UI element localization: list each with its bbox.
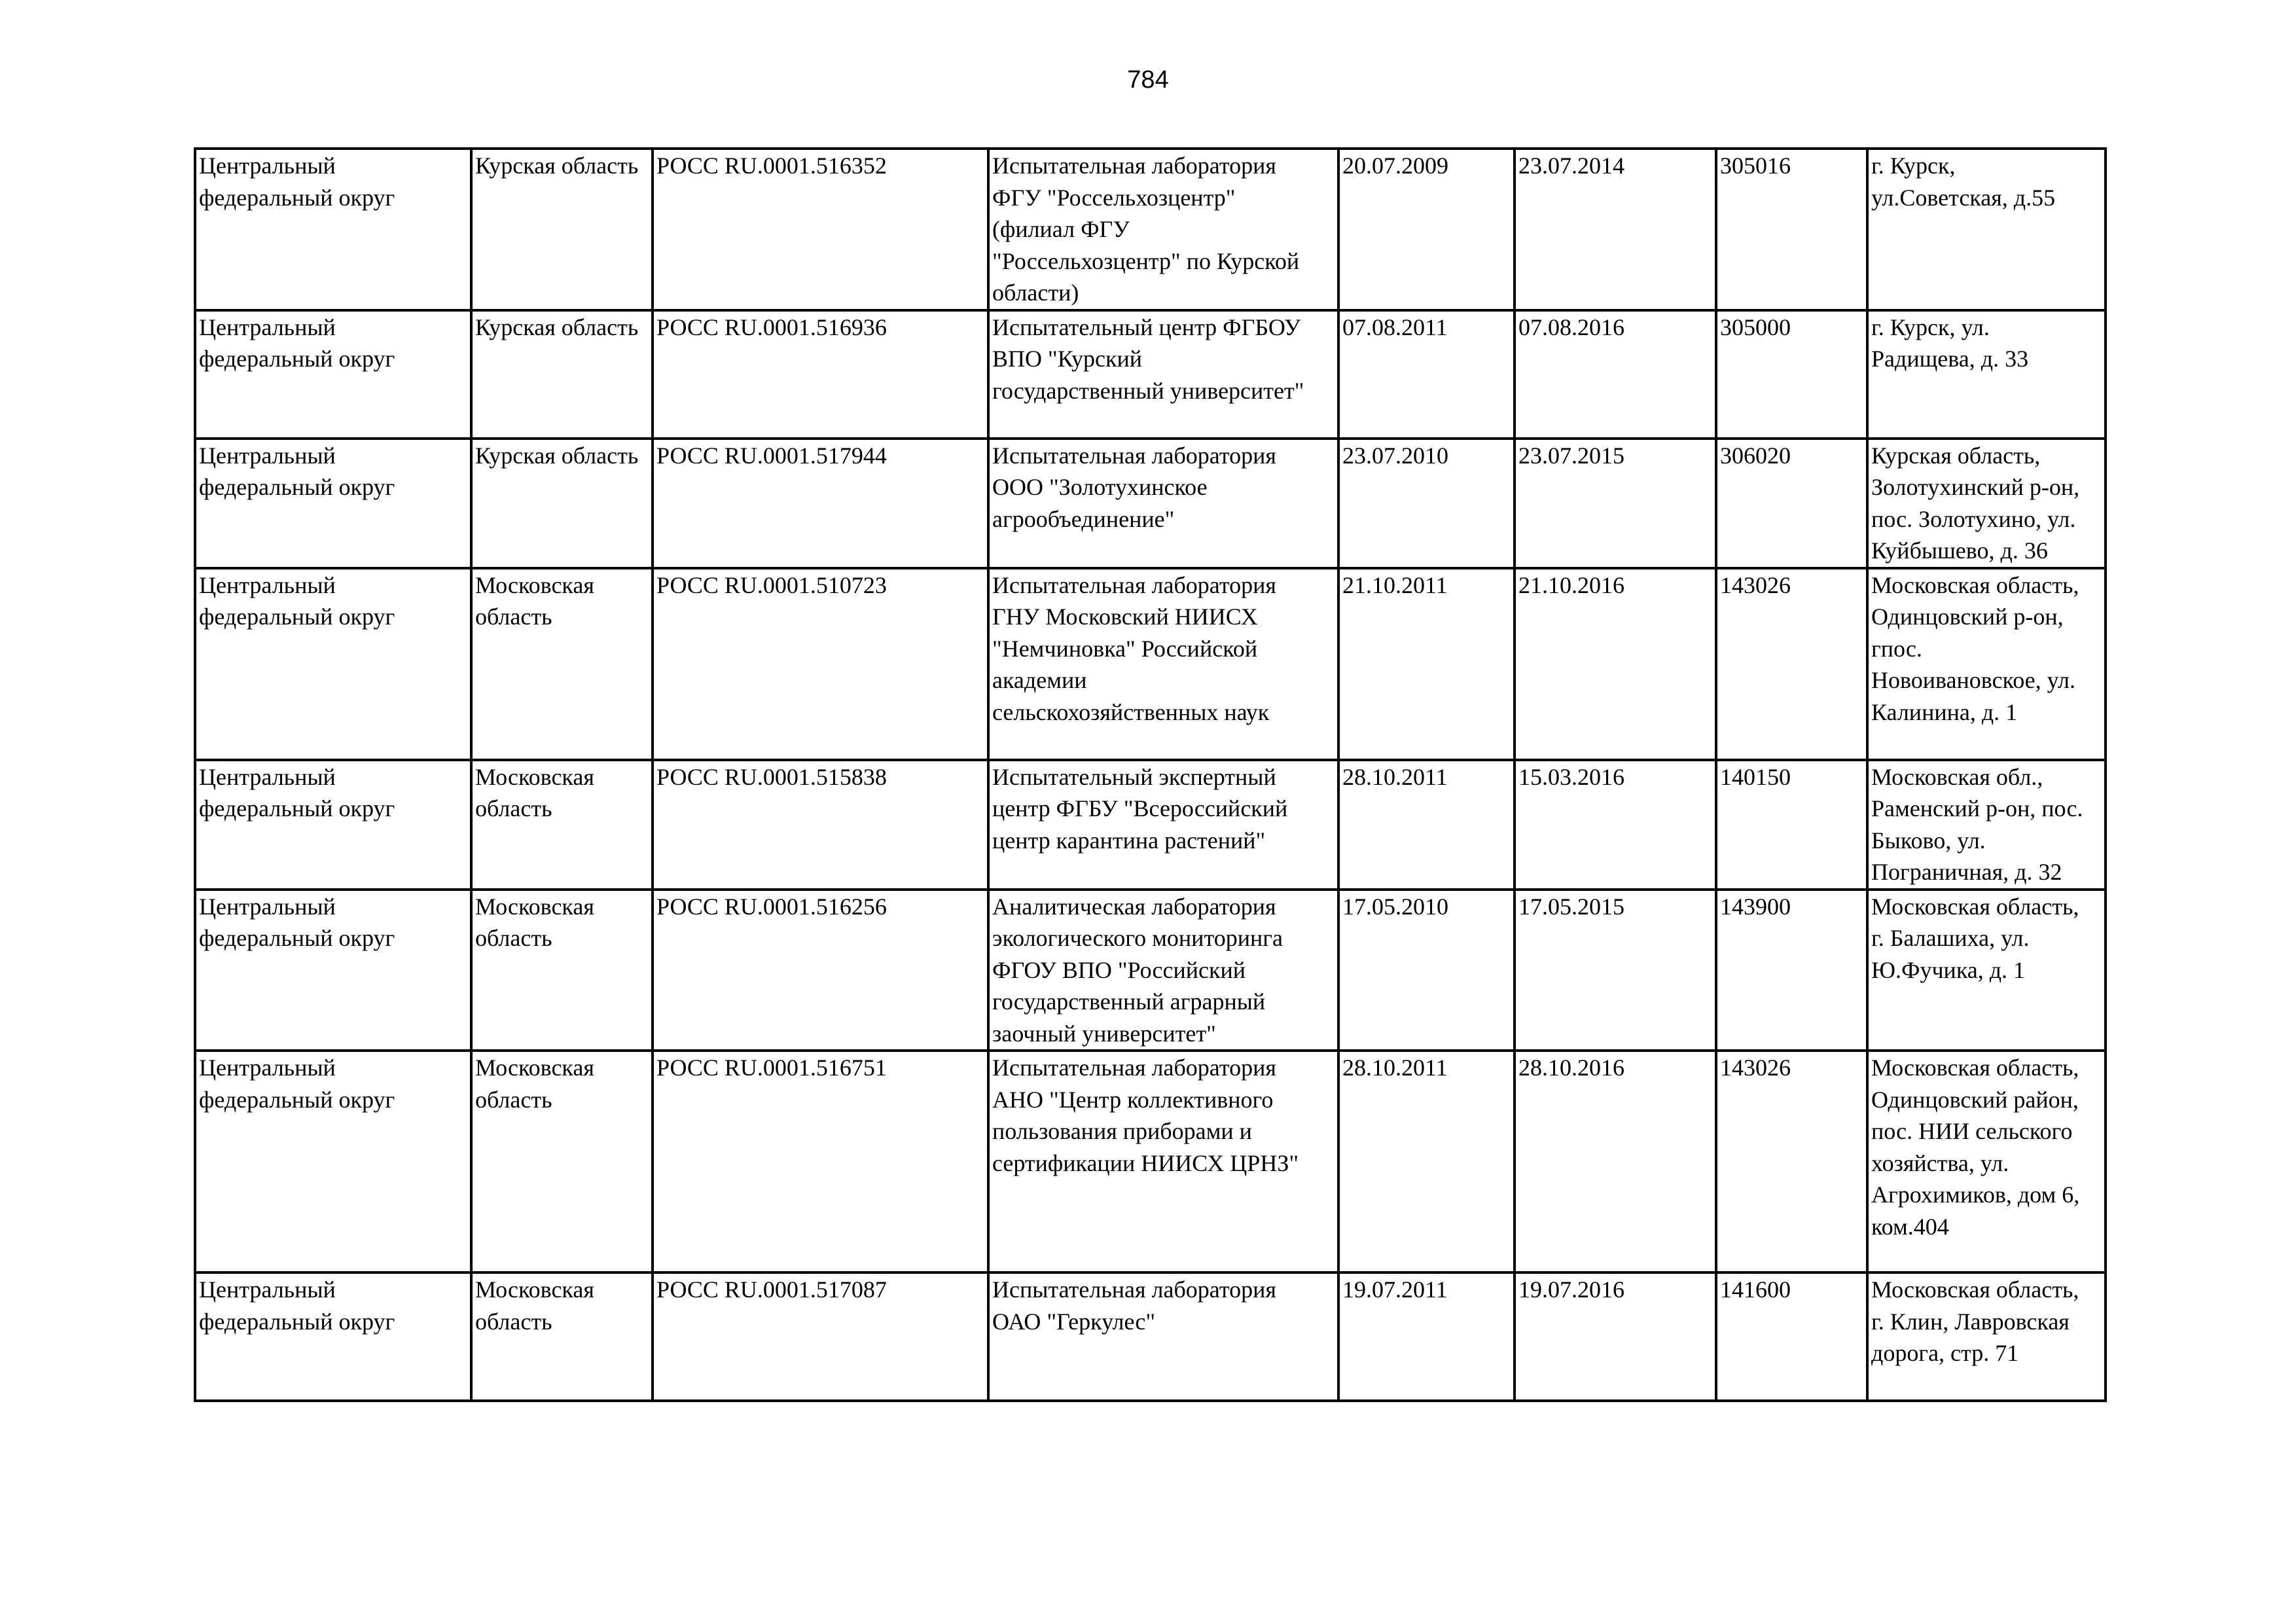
postcode-cell: 306020: [1716, 439, 1867, 568]
organization-name-cell: Испытательный экспертный центр ФГБУ "Всероссийский центр карантина растений": [988, 760, 1338, 890]
date-from-cell: 19.07.2011: [1338, 1272, 1515, 1401]
region-cell: Курская область: [471, 310, 653, 439]
region-cell: Московская область: [471, 1051, 653, 1272]
date-to-cell: 23.07.2015: [1515, 439, 1716, 568]
date-from-cell: 21.10.2011: [1338, 568, 1515, 760]
table-row: [195, 568, 2106, 760]
region-cell: Курская область: [471, 439, 653, 568]
address-cell: г. Курск, ул. Радищева, д. 33: [1867, 310, 2106, 439]
registration-number-cell: РОСС RU.0001.516751: [653, 1051, 988, 1272]
page-number: 784: [1127, 66, 1169, 94]
district-cell: Центральный федеральный округ: [195, 1051, 471, 1272]
organization-name-cell: Аналитическая лаборатория экологического мониторинга ФГОУ ВПО "Российский государственный аграрный заочный университет": [988, 890, 1338, 1051]
registration-number-cell: РОСС RU.0001.510723: [653, 568, 988, 760]
date-to-cell: 15.03.2016: [1515, 760, 1716, 890]
date-from-cell: 28.10.2011: [1338, 1051, 1515, 1272]
date-from-cell: 07.08.2011: [1338, 310, 1515, 439]
address-cell: г. Курск, ул.Советская, д.55: [1867, 149, 2106, 310]
address-cell: Московская обл., Раменский р-он, пос. Быково, ул. Пограничная, д. 32: [1867, 760, 2106, 890]
registration-number-cell: РОСС RU.0001.515838: [653, 760, 988, 890]
region-cell: Московская область: [471, 760, 653, 890]
district-cell: Центральный федеральный округ: [195, 310, 471, 439]
registration-number-cell: РОСС RU.0001.516352: [653, 149, 988, 310]
postcode-cell: 141600: [1716, 1272, 1867, 1401]
address-cell: Московская область, г. Клин, Лавровская дорога, стр. 71: [1867, 1272, 2106, 1401]
postcode-cell: 143900: [1716, 890, 1867, 1051]
date-from-cell: 20.07.2009: [1338, 149, 1515, 310]
date-to-cell: 17.05.2015: [1515, 890, 1716, 1051]
district-cell: Центральный федеральный округ: [195, 890, 471, 1051]
organization-name-cell: Испытательная лаборатория ОАО "Геркулес": [988, 1272, 1338, 1401]
date-to-cell: 21.10.2016: [1515, 568, 1716, 760]
table-row: [195, 1272, 2106, 1401]
date-to-cell: 19.07.2016: [1515, 1272, 1716, 1401]
table-row: [195, 439, 2106, 568]
table-row: [195, 1051, 2106, 1272]
registration-number-cell: РОСС RU.0001.516936: [653, 310, 988, 439]
registration-number-cell: РОСС RU.0001.516256: [653, 890, 988, 1051]
date-to-cell: 28.10.2016: [1515, 1051, 1716, 1272]
date-from-cell: 28.10.2011: [1338, 760, 1515, 890]
table-row: [195, 310, 2106, 439]
date-from-cell: 23.07.2010: [1338, 439, 1515, 568]
address-cell: Московская область, г. Балашиха, ул. Ю.Фучика, д. 1: [1867, 890, 2106, 1051]
address-cell: Курская область, Золотухинский р-он, пос. Золотухино, ул. Куйбышево, д. 36: [1867, 439, 2106, 568]
date-to-cell: 07.08.2016: [1515, 310, 1716, 439]
district-cell: Центральный федеральный округ: [195, 568, 471, 760]
postcode-cell: 143026: [1716, 568, 1867, 760]
region-cell: Курская область: [471, 149, 653, 310]
registration-number-cell: РОСС RU.0001.517944: [653, 439, 988, 568]
registration-number-cell: РОСС RU.0001.517087: [653, 1272, 988, 1401]
postcode-cell: 305016: [1716, 149, 1867, 310]
region-cell: Московская область: [471, 890, 653, 1051]
district-cell: Центральный федеральный округ: [195, 149, 471, 310]
organization-name-cell: Испытательная лаборатория ГНУ Московский НИИСХ "Немчиновка" Российской академии сельскохозяйственных наук: [988, 568, 1338, 760]
district-cell: Центральный федеральный округ: [195, 760, 471, 890]
postcode-cell: 143026: [1716, 1051, 1867, 1272]
organization-name-cell: Испытательная лаборатория ООО "Золотухинское агрообъединение": [988, 439, 1338, 568]
organization-name-cell: Испытательный центр ФГБОУ ВПО "Курский государственный университет": [988, 310, 1338, 439]
address-cell: Московская область, Одинцовский р-он, гпос. Новоивановское, ул. Калинина, д. 1: [1867, 568, 2106, 760]
region-cell: Московская область: [471, 568, 653, 760]
district-cell: Центральный федеральный округ: [195, 1272, 471, 1401]
date-from-cell: 17.05.2010: [1338, 890, 1515, 1051]
postcode-cell: 305000: [1716, 310, 1867, 439]
postcode-cell: 140150: [1716, 760, 1867, 890]
table-row: [195, 149, 2106, 310]
organization-name-cell: Испытательная лаборатория ФГУ "Россельхозцентр" (филиал ФГУ "Россельхозцентр" по Курской области): [988, 149, 1338, 310]
organization-name-cell: Испытательная лаборатория АНО "Центр коллективного пользования приборами и сертификации НИИСХ ЦРНЗ": [988, 1051, 1338, 1272]
region-cell: Московская область: [471, 1272, 653, 1401]
date-to-cell: 23.07.2014: [1515, 149, 1716, 310]
registry-table: [194, 147, 2107, 1402]
address-cell: Московская область, Одинцовский район, пос. НИИ сельского хозяйства, ул. Агрохимиков, дом 6, ком.404: [1867, 1051, 2106, 1272]
table-row: [195, 760, 2106, 890]
district-cell: Центральный федеральный округ: [195, 439, 471, 568]
table-row: [195, 890, 2106, 1051]
